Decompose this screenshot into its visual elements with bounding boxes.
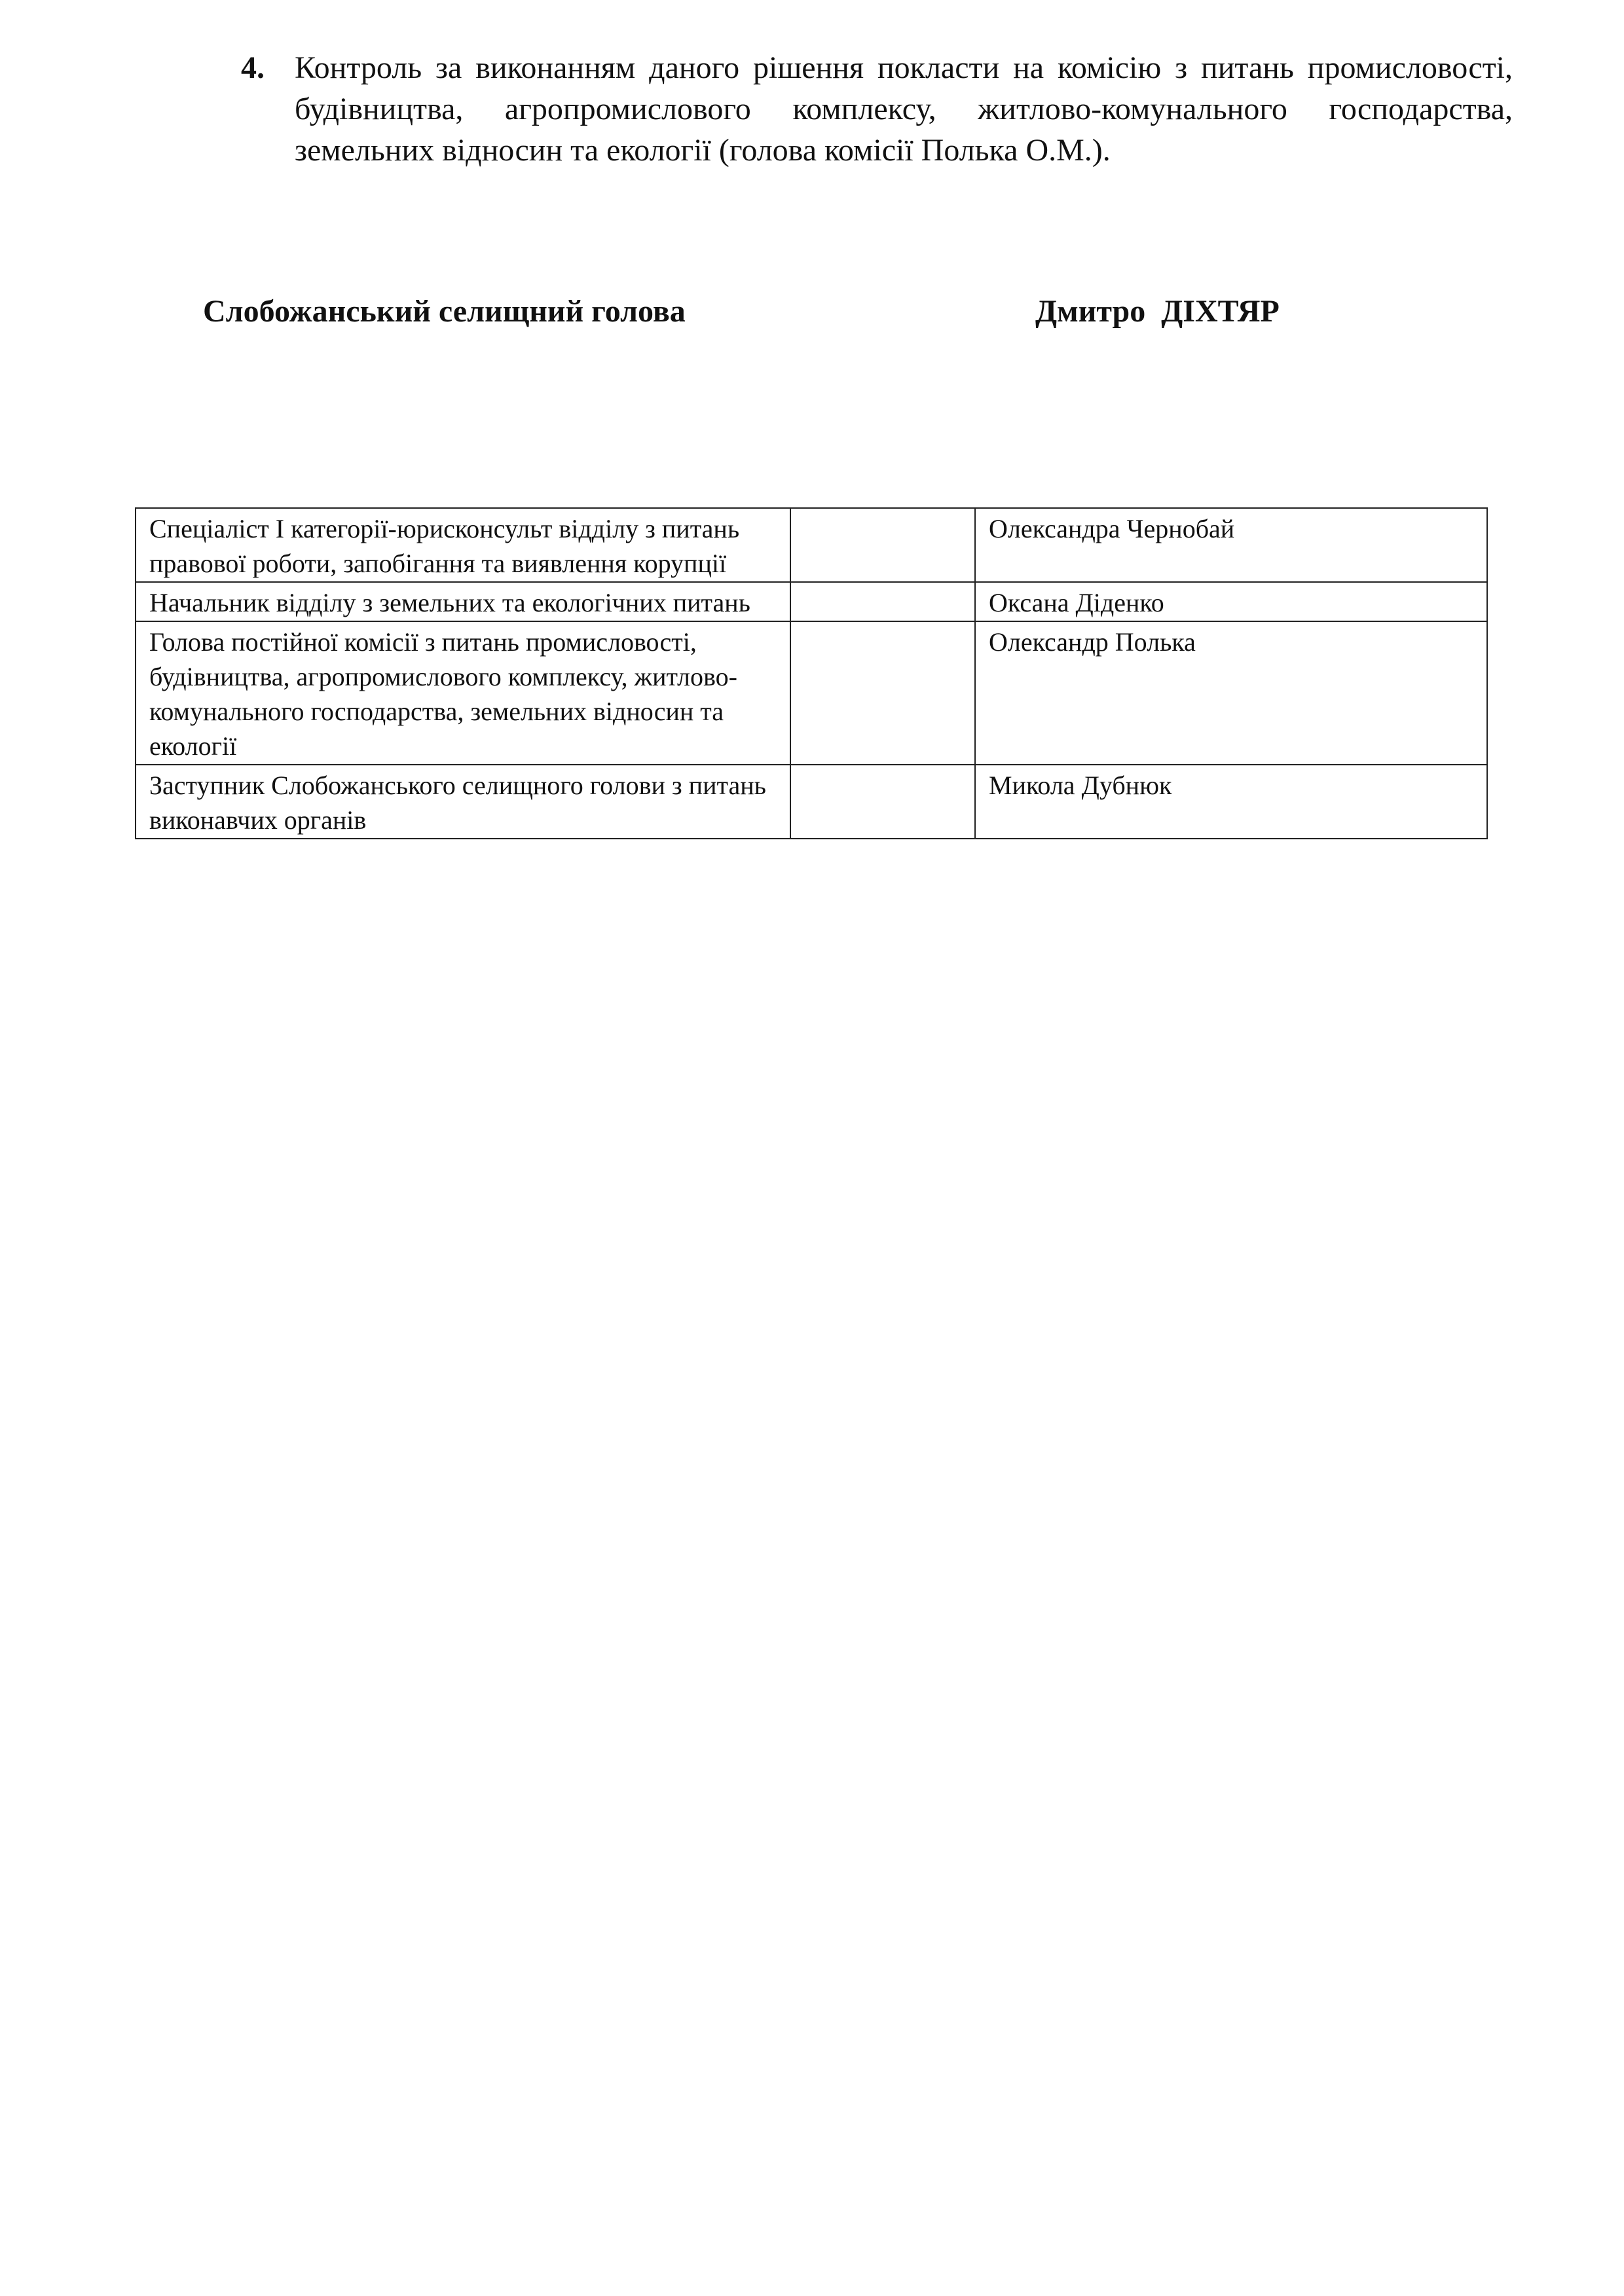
table-row bbox=[136, 508, 1487, 582]
approver-position: Спеціаліст І категорії-юрисконсульт відділу з питань правової роботи, запобігання та виявлення корупції bbox=[136, 508, 790, 582]
table-row bbox=[136, 582, 1487, 621]
decision-item bbox=[241, 47, 1513, 171]
table-row bbox=[136, 765, 1487, 839]
item-number: 4. bbox=[241, 50, 265, 85]
signature-cell bbox=[790, 582, 975, 621]
approver-name: Микола Дубнюк bbox=[975, 765, 1487, 839]
signature-name: Дмитро ДІХТЯР bbox=[1035, 294, 1280, 329]
approver-name: Оксана Діденко bbox=[975, 582, 1487, 621]
approver-position: Начальник відділу з земельних та екологічних питань bbox=[136, 582, 790, 621]
signature-cell bbox=[790, 621, 975, 765]
approver-name: Олександра Чернобай bbox=[975, 508, 1487, 582]
signature-cell bbox=[790, 765, 975, 839]
approver-name: Олександр Полька bbox=[975, 621, 1487, 765]
signature-title: Слобожанський селищний голова bbox=[203, 294, 686, 329]
item-text: Контроль за виконанням даного рішення покласти на комісію з питань промисловості, будівництва, агропромислового комплексу, житлово-комунального господарства, земельних відносин та екології (голова комісії Полька О.М.). bbox=[295, 50, 1513, 168]
approver-position: Голова постійної комісії з питань промисловості, будівництва, агропромислового комплексу, житлово-комунального господарства, земельних відносин та екології bbox=[136, 621, 790, 765]
table-row bbox=[136, 621, 1487, 765]
signature-cell bbox=[790, 508, 975, 582]
approvals-table bbox=[135, 507, 1488, 839]
approver-position: Заступник Слобожанського селищного голови з питань виконавчих органів bbox=[136, 765, 790, 839]
